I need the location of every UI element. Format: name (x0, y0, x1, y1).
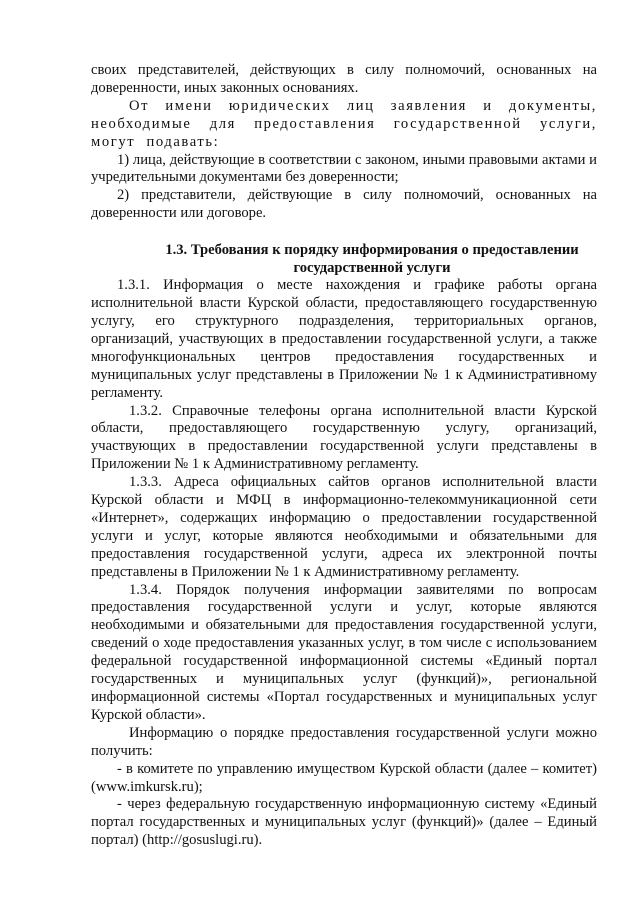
paragraph-item-2: 2) представители, действующие в силу полномочий, основанных на доверенности или договоре. (91, 187, 597, 222)
paragraph-1-3-4: 1.3.4. Порядок получения информации заявителями по вопросам предоставления государственной услуги и услуг, которые являются необходимыми и обязательными для предоставления государственной услуги, сведений о ходе предоставления указанных услуг, в том числе с использованием федеральной государственной информационной системы «Единый портал государственных и муниципальных услуг (функций)», региональной информационной системы «Портал государственных и муниципальных услуг Курской области». (91, 581, 597, 723)
section-heading-line-2: государственной услуги (293, 260, 451, 277)
paragraph-1-3-3: 1.3.3. Адреса официальных сайтов органов исполнительной власти Курской области и МФЦ в информационно-телекоммуникационной сети «Интернет», содержащих информацию о предоставлении государственной услуги и услуг, которые являются необходимыми и обязательными для предоставления государственной услуги, адреса их электронной почты представлены в Приложении № 1 к Административному регламенту. (91, 474, 597, 580)
paragraph-item-1: 1) лица, действующие в соответствии с законом, иными правовыми актами и учредительными документами без доверенности; (91, 151, 597, 186)
paragraph-how-to-obtain: Информацию о порядке предоставления государственной услуги можно получить: (91, 724, 597, 759)
section-heading (91, 241, 597, 277)
paragraph-legal-entities: От имени юридических лиц заявления и документы, необходимые для предоставления государственной услуги, могут подавать: (91, 97, 597, 150)
paragraph-representatives-continued: своих представителей, действующих в силу полномочий, основанных на доверенности, иных законных основаниях. (91, 62, 597, 96)
paragraph-1-3-1: 1.3.1. Информация о месте нахождения и графике работы органа исполнительной власти Курской области, предоставляющего государственную услугу, его структурного подразделения, территориальных органов, организаций, участвующих в предоставлении государственной услуги, а также многофункциональных центров предоставления государственных и муниципальных услуг представлены в Приложении № 1 к Административному регламенту. (91, 277, 597, 401)
list-item-unified-portal: - через федеральную государственную информационную систему «Единый портал государственных и муниципальных услуг (функций)» (далее – Единый портал) (http://gosuslugi.ru). (91, 796, 597, 849)
document-body (91, 62, 597, 850)
list-item-committee: - в комитете по управлению имуществом Курской области (далее – комитет) (www.imkursk.ru); (91, 760, 597, 795)
paragraph-1-3-2: 1.3.2. Справочные телефоны органа исполнительной власти Курской области, предоставляющего государственную услугу, организаций, участвующих в предоставлении государственной услуги представлены в Приложении № 1 к Административному регламенту. (91, 402, 597, 473)
section-heading-line-1: 1.3. Требования к порядку информирования о предоставлении (165, 242, 579, 259)
